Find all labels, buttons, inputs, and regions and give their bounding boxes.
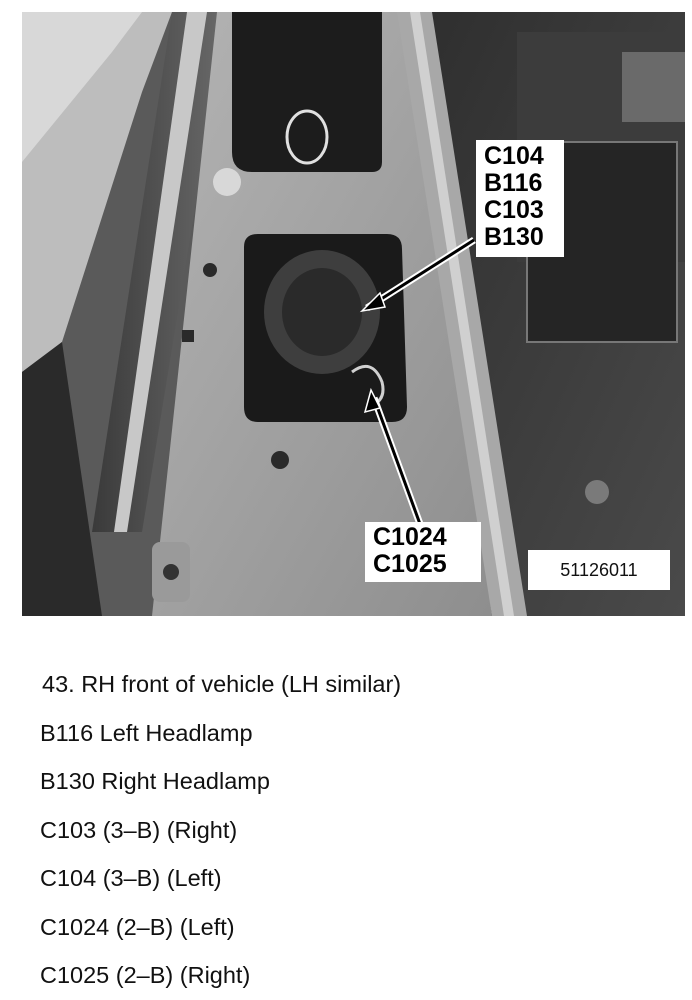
figure-caption — [40, 660, 660, 1000]
connector-callout-upper — [476, 140, 564, 257]
vehicle-photo — [22, 12, 685, 616]
callout-label: C104 — [484, 142, 544, 170]
callout-label: B116 — [484, 169, 543, 197]
callout-label: C1025 — [373, 550, 447, 578]
figure-number: 51126011 — [528, 550, 670, 590]
caption-title: 43. RH front of vehicle (LH similar) — [42, 671, 402, 697]
caption-line: C104 (3–B) (Left) — [40, 865, 222, 891]
caption-line: C1024 (2–B) (Left) — [40, 913, 235, 940]
engine-bay-illustration — [22, 12, 685, 616]
caption-line: B116 Left Headlamp — [40, 719, 253, 746]
caption-line: C103 (3–B) (Right) — [40, 816, 238, 843]
callout-label: C103 — [484, 196, 544, 224]
connector-callout-lower — [365, 522, 481, 582]
caption-line: C1025 (2–B) (Right) — [40, 962, 251, 988]
callout-label: B130 — [484, 223, 544, 251]
caption-line: B130 Right Headlamp — [40, 768, 270, 794]
callout-label: C1024 — [373, 523, 447, 551]
